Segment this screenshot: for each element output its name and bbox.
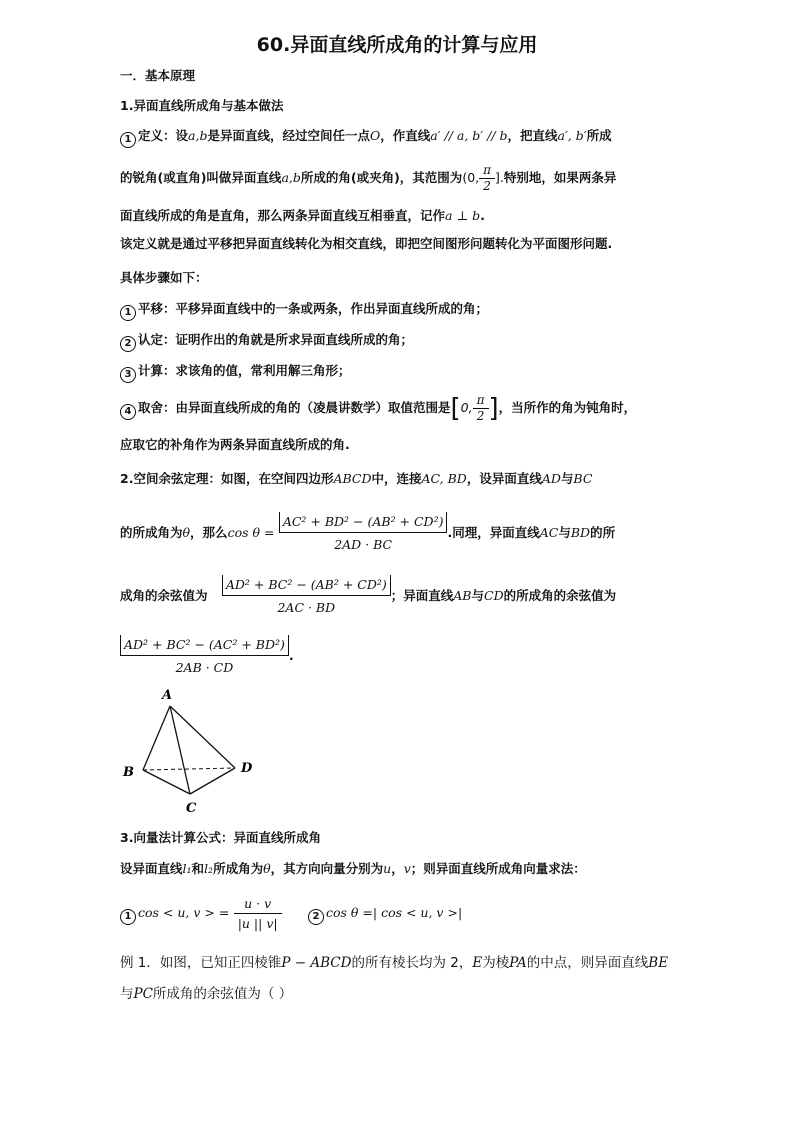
text-segment: 所成 bbox=[586, 128, 612, 143]
text-segment: ，其方向向量分别为 bbox=[270, 861, 384, 876]
subsection-heading-2 bbox=[120, 470, 592, 488]
text-segment: 例 1．如图，已知正四棱锥 bbox=[120, 955, 282, 971]
circled-number: 2 bbox=[120, 336, 136, 352]
math-var: u bbox=[383, 861, 392, 876]
fraction-denominator: 2 bbox=[476, 409, 485, 423]
math-var: ABCD bbox=[333, 471, 372, 486]
vector-formula-2 bbox=[308, 904, 462, 925]
math-var: θ bbox=[263, 861, 271, 876]
cosine-formula-3 bbox=[120, 633, 294, 679]
step-1 bbox=[120, 300, 488, 321]
fraction-numerator: AD² + BC² − (AB² + CD²) bbox=[222, 575, 391, 596]
edge-bd-hidden bbox=[143, 768, 235, 770]
text-segment: 与 bbox=[120, 986, 134, 1002]
example-1-line-2 bbox=[120, 985, 292, 1003]
text-segment: . bbox=[480, 208, 485, 223]
math-var: l₂ bbox=[204, 861, 214, 876]
text-segment: 的中点，则异面直线 bbox=[526, 955, 649, 971]
text-segment: ，那么 bbox=[190, 525, 228, 540]
bracket-right: ] bbox=[488, 393, 499, 424]
text-segment: 定义：设 bbox=[138, 128, 189, 143]
text-segment: 所成的角(或夹角)，其范围为 bbox=[300, 170, 463, 185]
math-var: θ bbox=[182, 525, 191, 540]
definition-line-3 bbox=[120, 207, 485, 225]
subsection-heading-1: 1.异面直线所成角与基本做法 bbox=[120, 98, 284, 113]
math-var: l₁ bbox=[182, 861, 192, 876]
math-var: P − ABCD bbox=[281, 955, 352, 971]
math-var: PC bbox=[133, 986, 153, 1002]
text-segment: 设异面直线 bbox=[120, 861, 183, 876]
math-expr: (0, bbox=[462, 170, 480, 185]
fraction-numerator: AC² + BD² − (AB² + CD²) bbox=[279, 512, 448, 533]
definition-line-1 bbox=[120, 127, 612, 148]
vertex-label-d: D bbox=[241, 761, 253, 776]
text-segment: 为棱 bbox=[482, 955, 510, 971]
step-text: 认定：证明作出的角就是所求异面直线所成的角； bbox=[138, 332, 414, 347]
cosine-fraction bbox=[279, 512, 448, 555]
fraction-numerator: π bbox=[473, 393, 489, 409]
text-segment: 的所成角的余弦值为 bbox=[503, 588, 617, 603]
step-4 bbox=[120, 390, 636, 426]
math-var: BE bbox=[648, 955, 669, 971]
text-segment: ；异面直线 bbox=[390, 588, 454, 603]
math-expr: AC, BD bbox=[421, 471, 467, 486]
text-segment: 的所 bbox=[590, 525, 616, 540]
edge-bc bbox=[143, 770, 190, 794]
text-segment: 是异面直线，经过空间任一点 bbox=[207, 128, 370, 143]
text-segment: 面直线所成的角是直角，那么两条异面直线互相垂直，记作 bbox=[120, 208, 446, 223]
math-var: BD bbox=[570, 525, 591, 540]
text-segment: 成角的余弦值为 bbox=[120, 588, 208, 603]
fraction-denominator: 2AB · CD bbox=[175, 660, 234, 675]
text-segment: 的锐角(或直角)叫做异面直线 bbox=[120, 170, 282, 185]
fraction-denominator: 2AD · BC bbox=[334, 537, 393, 552]
math-var: a,b bbox=[281, 170, 301, 185]
definition-line-2 bbox=[120, 160, 616, 196]
text-segment: 2.空间余弦定理：如图，在空间四边形 bbox=[120, 471, 334, 486]
explanation-text: 该定义就是通过平移把异面直线转化为相交直线，即把空间图形问题转化为平面图形问题. bbox=[120, 236, 613, 251]
text-segment: ，把直线 bbox=[507, 128, 558, 143]
cosine-fraction bbox=[120, 635, 289, 678]
vertex-label-c: C bbox=[186, 801, 197, 816]
text-segment: 特别地，如果两条异 bbox=[503, 170, 617, 185]
step-text: 平移：平移异面直线中的一条或两条，作出异面直线所成的角； bbox=[138, 301, 489, 316]
fraction-denominator: 2 bbox=[483, 179, 491, 193]
vector-formula-1 bbox=[120, 890, 282, 936]
fraction-numerator: AD² + BC² − (AC² + BD²) bbox=[120, 635, 289, 656]
math-var: BC bbox=[573, 471, 593, 486]
step-2 bbox=[120, 331, 413, 352]
circled-number: 1 bbox=[120, 132, 136, 148]
circled-number: 2 bbox=[308, 909, 324, 925]
text-segment: 和 bbox=[191, 861, 205, 876]
text-segment: .同理，异面直线 bbox=[447, 525, 540, 540]
math-expr: cos < u, v > = bbox=[138, 905, 230, 920]
circled-number: 1 bbox=[120, 305, 136, 321]
text-segment: . bbox=[288, 648, 294, 663]
fraction-denominator: |u || v| bbox=[237, 916, 278, 931]
page-title: 60.异面直线所成角的计算与应用 bbox=[256, 34, 538, 56]
fraction-numerator: π bbox=[479, 163, 495, 179]
fraction-pi-over-2 bbox=[479, 163, 495, 194]
subsection-heading-3: 3.向量法计算公式：异面直线所成角 bbox=[120, 830, 321, 845]
steps-heading: 具体步骤如下： bbox=[120, 270, 208, 285]
text-segment: 的所有棱长均为 2， bbox=[351, 955, 473, 971]
edge-cd bbox=[190, 768, 235, 794]
math-expr: cos θ =| cos < u, v >| bbox=[326, 905, 463, 920]
cosine-formula-1 bbox=[120, 510, 615, 556]
text-segment: 所成角为 bbox=[213, 861, 264, 876]
math-expr: a ⊥ b bbox=[445, 208, 481, 223]
text-segment: 与 bbox=[558, 525, 571, 540]
text-segment: 取舍：由异面直线所成的角的（凌晨讲数学）取值范围是 bbox=[138, 400, 451, 415]
tetrahedron-figure bbox=[115, 686, 265, 816]
vector-fraction bbox=[234, 894, 282, 933]
text-segment: 中，连接 bbox=[371, 471, 422, 486]
bracket-left: [ bbox=[450, 393, 461, 424]
circled-number: 3 bbox=[120, 367, 136, 383]
math-expr: a′ // a, b′ // b bbox=[430, 128, 508, 143]
math-var: a,b bbox=[188, 128, 208, 143]
cosine-formula-2 bbox=[120, 573, 616, 619]
text-segment: 所成角的余弦值为（ ） bbox=[152, 986, 293, 1002]
text-segment: ；则异面直线所成角向量求法： bbox=[410, 861, 586, 876]
math-var: v bbox=[403, 861, 411, 876]
math-var: PA bbox=[509, 955, 527, 971]
math-var: AD bbox=[541, 471, 561, 486]
text-segment: ，设异面直线 bbox=[466, 471, 542, 486]
edge-ac bbox=[170, 706, 190, 794]
step-3 bbox=[120, 362, 351, 383]
text-segment: ， bbox=[391, 861, 404, 876]
math-expr: 0, bbox=[460, 400, 473, 415]
math-expr: a′, b′ bbox=[557, 128, 587, 143]
fraction-denominator: 2AC · BD bbox=[277, 600, 336, 615]
text-segment: 与 bbox=[471, 588, 485, 603]
text-segment: ，当所作的角为钝角时， bbox=[498, 400, 637, 415]
math-var: AC bbox=[539, 525, 559, 540]
fraction-pi-over-2 bbox=[473, 393, 489, 424]
section-heading: 一．基本原理 bbox=[120, 68, 196, 83]
fraction-numerator: u · v bbox=[234, 894, 282, 914]
text-segment: ，作直线 bbox=[380, 128, 431, 143]
text-segment: 与 bbox=[560, 471, 574, 486]
edge-ab bbox=[143, 706, 170, 770]
math-expr: ]. bbox=[495, 170, 504, 185]
circled-number: 4 bbox=[120, 404, 136, 420]
circled-number: 1 bbox=[120, 909, 136, 925]
edge-ad bbox=[170, 706, 235, 768]
text-segment: 的所成角为 bbox=[120, 525, 183, 540]
math-expr: cos θ = bbox=[227, 525, 275, 540]
step-text: 计算：求该角的值，常利用解三角形； bbox=[138, 363, 351, 378]
cosine-fraction bbox=[222, 575, 391, 618]
math-var: AB bbox=[453, 588, 472, 603]
step-4-line-2: 应取它的补角作为两条异面直线所成的角. bbox=[120, 437, 350, 452]
math-var: O bbox=[369, 128, 381, 143]
vector-intro bbox=[120, 860, 586, 878]
example-1-line-1 bbox=[120, 954, 668, 972]
vertex-label-a: A bbox=[162, 688, 173, 703]
math-var: E bbox=[472, 955, 483, 971]
math-var: CD bbox=[484, 588, 504, 603]
vertex-label-b: B bbox=[123, 765, 134, 780]
